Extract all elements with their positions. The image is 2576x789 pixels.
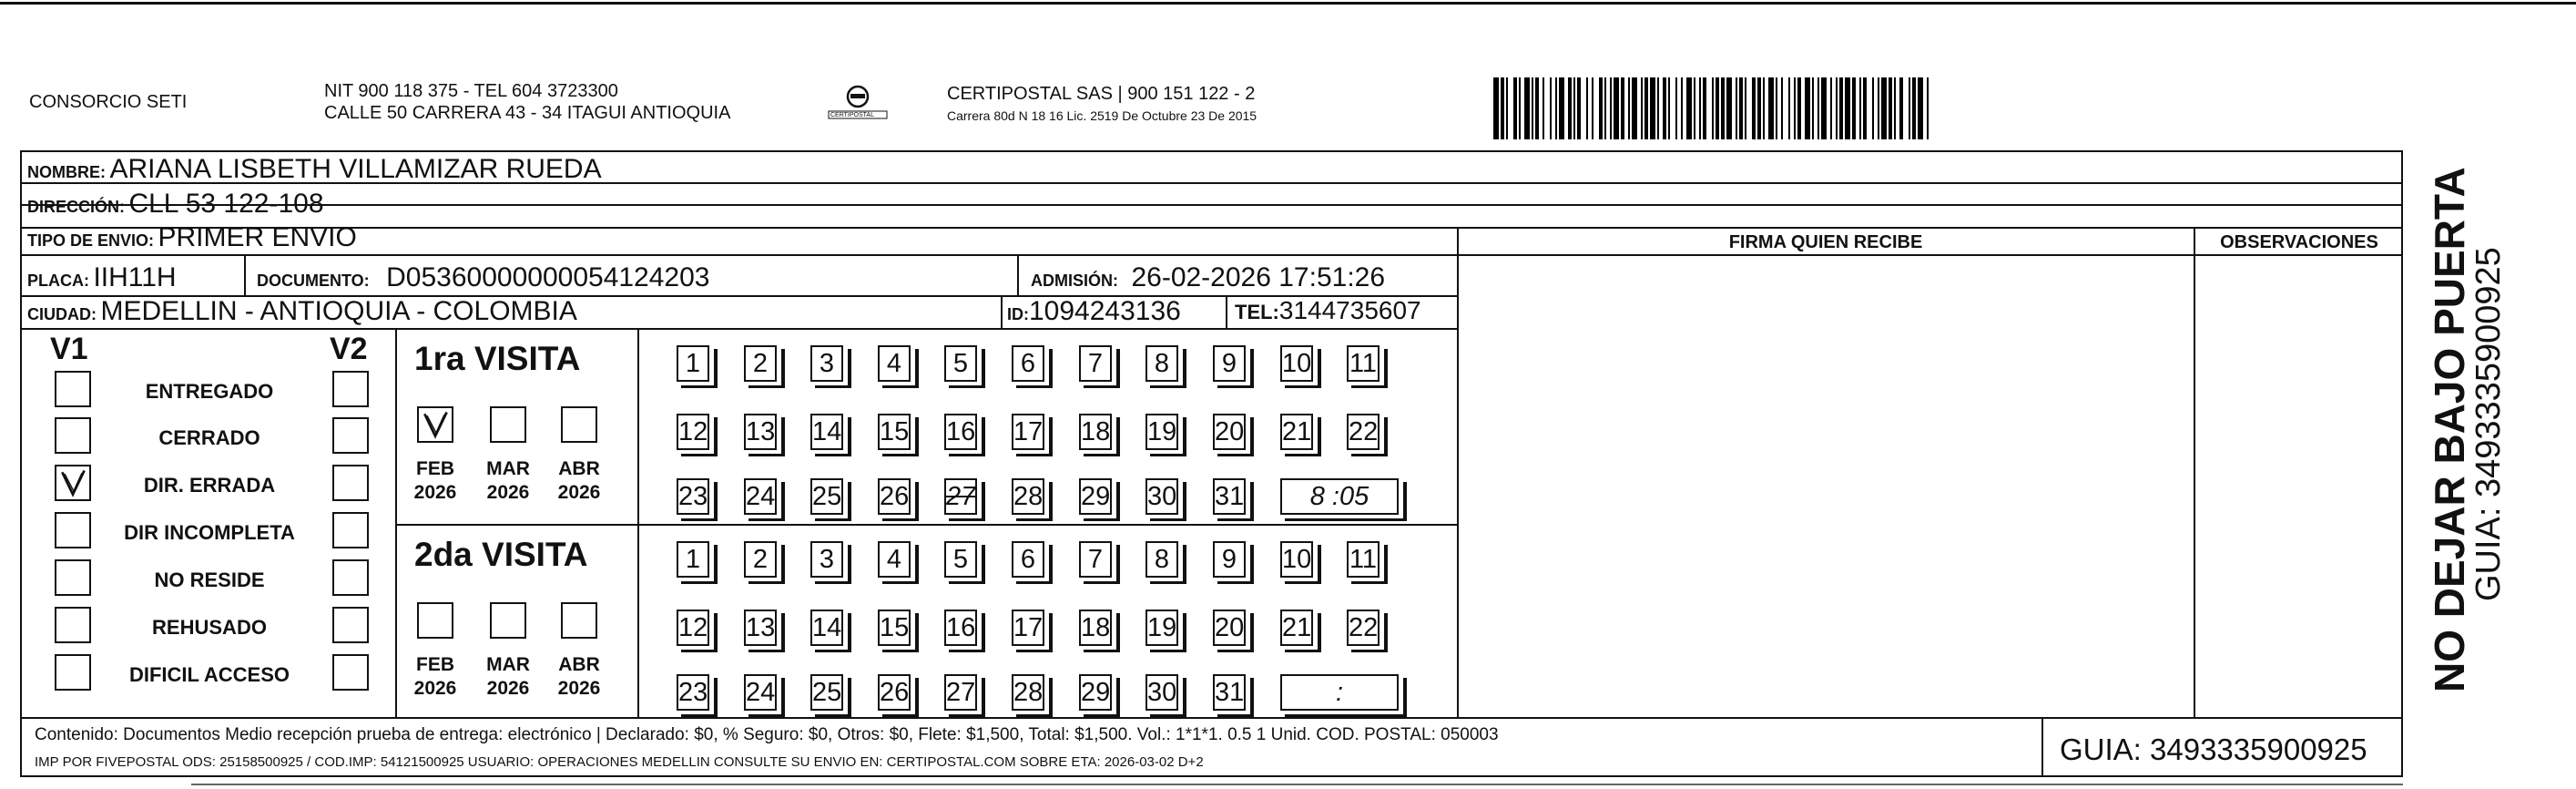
barcode-bar	[1681, 77, 1683, 139]
v1-checkbox[interactable]	[55, 607, 91, 643]
barcode-bar	[1519, 77, 1521, 139]
v2-checkbox[interactable]	[332, 559, 369, 596]
day-number: 26	[880, 678, 910, 707]
barcode-bar	[1776, 77, 1777, 139]
day-box[interactable]	[1012, 674, 1044, 711]
barcode-bar	[1836, 77, 1838, 139]
day-number: 16	[946, 417, 976, 446]
v2-checkbox[interactable]	[332, 465, 369, 501]
v2-checkbox[interactable]	[332, 607, 369, 643]
day-number: 20	[1215, 417, 1245, 446]
day-number: 19	[1147, 613, 1177, 642]
day-number: 4	[886, 545, 902, 574]
barcode-bar	[1859, 77, 1861, 139]
day-number: 2	[752, 545, 769, 574]
day-box[interactable]	[1347, 414, 1380, 450]
barcode-bar	[1863, 77, 1867, 139]
day-number: 14	[812, 417, 842, 446]
day-box[interactable]	[1079, 345, 1112, 382]
day-number: 30	[1147, 482, 1177, 511]
day-box[interactable]	[1280, 610, 1313, 646]
barcode-bar	[1889, 77, 1892, 139]
month-label: ABR	[558, 654, 600, 675]
v1-checkbox[interactable]	[55, 512, 91, 548]
v1-label: V1	[50, 332, 88, 366]
barcode-bar	[1712, 77, 1714, 139]
barcode-bar	[1610, 77, 1612, 139]
day-number: 20	[1215, 613, 1245, 642]
barcode-bar	[1788, 77, 1790, 139]
day-number: 24	[746, 678, 776, 707]
barcode-bar	[1757, 77, 1761, 139]
day-number: 8	[1154, 545, 1170, 574]
barcode-bar	[1592, 77, 1593, 139]
barcode-bar	[1668, 77, 1670, 139]
day-box[interactable]	[677, 610, 709, 646]
status-label: DIFICIL ACCESO	[128, 663, 290, 686]
direccion-label: DIRECCIÓN:	[27, 198, 125, 216]
v2-checkbox[interactable]	[332, 654, 369, 691]
barcode-bar	[1675, 77, 1677, 139]
day-number: 28	[1013, 482, 1044, 511]
barcode-bar	[1918, 77, 1923, 139]
day-box[interactable]	[878, 541, 911, 578]
side-guia: GUIA: 3493335900925	[2469, 247, 2508, 601]
day-box[interactable]	[1213, 414, 1246, 450]
day-box[interactable]	[810, 345, 843, 382]
day-box[interactable]	[1280, 541, 1313, 578]
day-number: 8	[1154, 349, 1170, 378]
barcode-bar	[1535, 77, 1539, 139]
nombre-value: ARIANA LISBETH VILLAMIZAR RUEDA	[109, 154, 602, 184]
admision-label: ADMISIÓN:	[1031, 272, 1118, 290]
barcode-bar	[1845, 77, 1850, 139]
company-name: CONSORCIO SETI	[29, 92, 188, 112]
day-number: 9	[1221, 349, 1237, 378]
year-label: 2026	[557, 678, 601, 699]
day-box[interactable]	[810, 541, 843, 578]
day-box[interactable]	[1280, 414, 1313, 450]
barcode-bar	[1839, 77, 1843, 139]
barcode-bar	[1852, 77, 1856, 139]
certipostal-line2: Carrera 80d N 18 16 Lic. 2519 De Octubre 23 De 2015	[947, 108, 1257, 123]
barcode-bar	[1817, 77, 1819, 139]
v1-checkbox[interactable]	[55, 559, 91, 596]
footer-guia: GUIA: 3493335900925	[2060, 733, 2367, 766]
barcode-bar	[1739, 77, 1743, 139]
barcode-bar	[1736, 77, 1737, 139]
v1-checkbox[interactable]	[55, 654, 91, 691]
day-box[interactable]	[944, 610, 977, 646]
day-number: 25	[812, 482, 842, 511]
day-number: 29	[1081, 482, 1111, 511]
year-label: 2026	[486, 678, 530, 699]
day-box[interactable]	[1213, 541, 1246, 578]
day-number: 22	[1349, 417, 1379, 446]
v2-checkbox[interactable]	[332, 417, 369, 454]
barcode-bar	[1573, 77, 1575, 139]
v1-checkbox[interactable]	[55, 417, 91, 454]
day-box[interactable]	[944, 345, 977, 382]
day-box[interactable]	[810, 674, 843, 711]
barcode-bar	[1559, 77, 1564, 139]
day-box[interactable]	[677, 541, 709, 578]
barcode-bar	[1632, 77, 1637, 139]
day-number: 14	[812, 613, 842, 642]
barcode-bar	[1577, 77, 1581, 139]
day-number: 29	[1081, 678, 1111, 707]
day-box[interactable]	[1145, 478, 1178, 515]
day-box[interactable]	[1012, 414, 1044, 450]
barcode-bar	[1524, 77, 1530, 139]
day-box[interactable]	[1079, 610, 1112, 646]
barcode-bar	[1550, 77, 1552, 139]
day-box[interactable]	[944, 674, 977, 711]
barcode-bar	[1703, 77, 1706, 139]
day-box[interactable]	[810, 414, 843, 450]
day-box[interactable]	[744, 345, 777, 382]
tipo-envio-value: PRIMER ENVIO	[158, 222, 357, 252]
certipostal-line1: CERTIPOSTAL SAS | 900 151 122 - 2	[947, 84, 1256, 104]
day-box[interactable]	[677, 478, 709, 515]
status-label: CERRADO	[158, 426, 260, 449]
barcode-bar	[1830, 77, 1832, 139]
day-number: 10	[1282, 349, 1312, 378]
admision-value: 26-02-2026 17:51:26	[1131, 262, 1386, 292]
firma-header: FIRMA QUIEN RECIBE	[1728, 232, 1923, 252]
day-box[interactable]	[1145, 541, 1178, 578]
day-number: 27	[946, 482, 976, 511]
day-number: 31	[1215, 482, 1245, 511]
day-box[interactable]	[1012, 541, 1044, 578]
side-no-dejar: NO DEJAR BAJO PUERTA	[2426, 167, 2473, 692]
month-checkbox[interactable]	[417, 602, 453, 639]
top-rule	[0, 2, 2576, 5]
day-box[interactable]	[744, 610, 777, 646]
time-value: 8 :05	[1309, 482, 1369, 511]
day-number: 15	[880, 613, 910, 642]
day-box[interactable]	[810, 610, 843, 646]
v1-checkbox[interactable]	[55, 371, 91, 407]
day-number: 23	[678, 678, 708, 707]
day-box[interactable]	[1347, 345, 1380, 382]
ciudad-value: MEDELLIN - ANTIOQUIA - COLOMBIA	[100, 296, 577, 326]
tel-value: 3144735607	[1278, 296, 1421, 324]
v1-checkbox[interactable]	[55, 465, 91, 501]
month-checkbox[interactable]	[490, 406, 526, 443]
day-number: 26	[880, 482, 910, 511]
barcode-bar	[1641, 77, 1643, 139]
year-label: 2026	[413, 482, 457, 503]
barcode-bar	[1543, 77, 1544, 139]
barcode-bar	[1726, 77, 1732, 139]
barcode-bar	[1899, 77, 1903, 139]
day-number: 27	[946, 678, 976, 707]
day-number: 7	[1087, 545, 1104, 574]
day-box[interactable]	[1213, 345, 1246, 382]
day-number: 10	[1282, 545, 1312, 574]
day-number: 2	[752, 349, 769, 378]
certipostal-seal-icon	[821, 84, 894, 126]
day-box[interactable]	[1145, 414, 1178, 450]
month-checkbox[interactable]	[561, 406, 597, 443]
ciudad-label: CIUDAD:	[27, 305, 97, 323]
barcode-bar	[1686, 77, 1692, 139]
barcode-bar	[1614, 77, 1619, 139]
time-value: :	[1335, 678, 1344, 707]
day-box[interactable]	[1012, 610, 1044, 646]
barcode-bar	[1805, 77, 1810, 139]
visit-title: 2da VISITA	[414, 536, 588, 573]
barcode-bar	[1912, 77, 1916, 139]
day-number: 25	[812, 678, 842, 707]
barcode-bar	[1927, 77, 1929, 139]
barcode-bar	[1663, 77, 1666, 139]
barcode-bar	[1894, 77, 1896, 139]
address-line: CALLE 50 CARRERA 43 - 34 ITAGUI ANTIOQUIA	[324, 103, 731, 123]
barcode-bar	[1532, 77, 1533, 139]
barcode-bar	[1721, 77, 1725, 139]
month-label: MAR	[486, 654, 530, 675]
day-box[interactable]	[1079, 541, 1112, 578]
day-number: 17	[1013, 613, 1044, 642]
month-label: MAR	[486, 458, 530, 479]
visit-title: 1ra VISITA	[414, 340, 581, 377]
barcode-bar	[1694, 77, 1695, 139]
id-value: 1094243136	[1029, 296, 1181, 326]
day-number: 18	[1081, 417, 1111, 446]
tipo-envio-label: TIPO DE ENVIO:	[27, 231, 155, 250]
barcode-bar	[1794, 77, 1796, 139]
day-box[interactable]	[810, 478, 843, 515]
day-box[interactable]	[744, 414, 777, 450]
day-number: 11	[1349, 545, 1378, 574]
day-box[interactable]	[878, 610, 911, 646]
day-number: 15	[880, 417, 910, 446]
day-box[interactable]	[744, 478, 777, 515]
day-box[interactable]	[1012, 345, 1044, 382]
day-box[interactable]	[1213, 610, 1246, 646]
barcode-bar	[1768, 77, 1774, 139]
barcode-bar	[1604, 77, 1606, 139]
day-number: 5	[952, 545, 969, 574]
day-number: 17	[1013, 417, 1044, 446]
barcode-bar	[1657, 77, 1659, 139]
barcode-bar	[1513, 77, 1517, 139]
barcode-bar	[1821, 77, 1827, 139]
barcode-bar	[1716, 77, 1719, 139]
barcode-bar	[1781, 77, 1783, 139]
status-label: DIR INCOMPLETA	[124, 521, 295, 544]
day-number: 6	[1020, 545, 1036, 574]
v2-label: V2	[330, 332, 368, 366]
day-box[interactable]	[677, 674, 709, 711]
day-number: 28	[1013, 678, 1044, 707]
day-number: 7	[1087, 349, 1104, 378]
barcode-bar	[1699, 77, 1701, 139]
footer-contenido: Contenido: Documentos Medio recepción prueba de entrega: electrónico | Declarado: $0, % Seguro: $0, Otros: $0, Flete: $1,500, Total: $1,500. Vol.: 1*1*1. 0.5 1 Unid. COD. POSTAL: 050003	[35, 725, 1499, 744]
day-box[interactable]	[1079, 414, 1112, 450]
month-checkbox[interactable]	[490, 602, 526, 639]
day-box[interactable]	[1145, 610, 1178, 646]
barcode-bar	[1763, 77, 1765, 139]
day-box[interactable]	[944, 478, 977, 515]
day-number: 21	[1282, 613, 1312, 642]
barcode-bar	[1555, 77, 1557, 139]
day-number: 23	[678, 482, 708, 511]
barcode-bar	[1506, 77, 1508, 139]
year-label: 2026	[557, 482, 601, 503]
day-box[interactable]	[878, 478, 911, 515]
day-number: 13	[746, 613, 776, 642]
barcode-bar	[1909, 77, 1910, 139]
day-number: 3	[819, 349, 835, 378]
day-number: 18	[1081, 613, 1111, 642]
direccion-value: CLL 53 122-108	[128, 189, 324, 219]
month-label: FEB	[416, 458, 454, 479]
status-label: ENTREGADO	[145, 380, 274, 403]
v2-checkbox[interactable]	[332, 512, 369, 548]
day-number: 24	[746, 482, 776, 511]
day-number: 3	[819, 545, 835, 574]
day-box[interactable]	[878, 674, 911, 711]
placa-value: IIH11H	[93, 262, 177, 292]
day-box[interactable]	[1280, 345, 1313, 382]
month-label: FEB	[416, 654, 454, 675]
barcode-bar	[1621, 77, 1624, 139]
firma-area[interactable]	[1461, 258, 2192, 715]
barcode-bar	[1568, 77, 1572, 139]
tel-label: TEL:	[1235, 301, 1279, 323]
nombre-label: NOMBRE:	[27, 163, 106, 181]
check-mark-icon	[419, 408, 452, 446]
status-label: NO RESIDE	[154, 569, 265, 591]
month-label: ABR	[558, 458, 600, 479]
month-checkbox[interactable]	[417, 406, 453, 443]
day-box[interactable]	[1145, 674, 1178, 711]
certipostal-logo	[821, 84, 894, 126]
barcode-bar	[1650, 77, 1655, 139]
day-number: 1	[685, 545, 701, 574]
barcode	[1493, 77, 2222, 139]
status-label: REHUSADO	[152, 616, 267, 639]
day-number: 9	[1221, 545, 1237, 574]
day-number: 21	[1282, 417, 1312, 446]
barcode-bar	[1812, 77, 1814, 139]
documento-value: D05360000000054124203	[386, 262, 710, 292]
barcode-bar	[1872, 77, 1874, 139]
day-box[interactable]	[944, 541, 977, 578]
day-box[interactable]	[1347, 541, 1380, 578]
observaciones-header: OBSERVACIONES	[2220, 232, 2378, 252]
day-box[interactable]	[1012, 478, 1044, 515]
observaciones-area[interactable]	[2197, 258, 2401, 715]
barcode-bar	[1501, 77, 1504, 139]
id-label: ID:	[1007, 305, 1029, 323]
day-box[interactable]	[878, 345, 911, 382]
year-label: 2026	[486, 482, 530, 503]
day-box[interactable]	[744, 541, 777, 578]
barcode-bar	[1586, 77, 1588, 139]
nit-line: NIT 900 118 375 - TEL 604 3723300	[324, 81, 618, 101]
day-number: 16	[946, 613, 976, 642]
day-box[interactable]	[1079, 674, 1112, 711]
day-number: 12	[678, 613, 708, 642]
month-checkbox[interactable]	[561, 602, 597, 639]
day-number: 1	[685, 349, 701, 378]
year-label: 2026	[413, 678, 457, 699]
day-box[interactable]	[878, 414, 911, 450]
day-number: 19	[1147, 417, 1177, 446]
day-box[interactable]	[1213, 478, 1246, 515]
day-number: 22	[1349, 613, 1379, 642]
day-box[interactable]	[1145, 345, 1178, 382]
day-number: 5	[952, 349, 969, 378]
barcode-bar	[1752, 77, 1756, 139]
check-mark-icon	[56, 466, 89, 504]
barcode-bar	[1745, 77, 1746, 139]
barcode-bar	[1797, 77, 1801, 139]
time-box[interactable]	[1280, 478, 1399, 515]
day-box[interactable]	[677, 414, 709, 450]
barcode-bar	[1881, 77, 1887, 139]
day-box[interactable]	[1079, 478, 1112, 515]
logo-text: CERTIPOSTAL	[830, 112, 874, 118]
barcode-bar	[1493, 77, 1499, 139]
day-box[interactable]	[744, 674, 777, 711]
footer-imp: IMP POR FIVEPOSTAL ODS: 25158500925 / COD.IMP: 54121500925 USUARIO: OPERACIONES MEDELLIN CONSULTE SU ENVIO EN: CERTIPOSTAL.COM SOBRE ETA: 2026-03-02 D+2	[35, 754, 1204, 770]
time-box[interactable]	[1280, 674, 1399, 711]
day-number: 31	[1215, 678, 1245, 707]
status-label: DIR. ERRADA	[143, 474, 276, 497]
day-box[interactable]	[1213, 674, 1246, 711]
day-number: 11	[1349, 349, 1378, 378]
day-box[interactable]	[944, 414, 977, 450]
barcode-bar	[1878, 77, 1879, 139]
day-box[interactable]	[1347, 610, 1380, 646]
barcode-bar	[1628, 77, 1630, 139]
placa-label: PLACA:	[27, 272, 89, 290]
day-number: 4	[886, 349, 902, 378]
day-number: 13	[746, 417, 776, 446]
barcode-bar	[1644, 77, 1648, 139]
day-number: 30	[1147, 678, 1177, 707]
day-number: 6	[1020, 349, 1036, 378]
day-number: 12	[678, 417, 708, 446]
documento-label: DOCUMENTO:	[257, 272, 370, 290]
v2-checkbox[interactable]	[332, 371, 369, 407]
day-box[interactable]	[677, 345, 709, 382]
barcode-bar	[1599, 77, 1603, 139]
